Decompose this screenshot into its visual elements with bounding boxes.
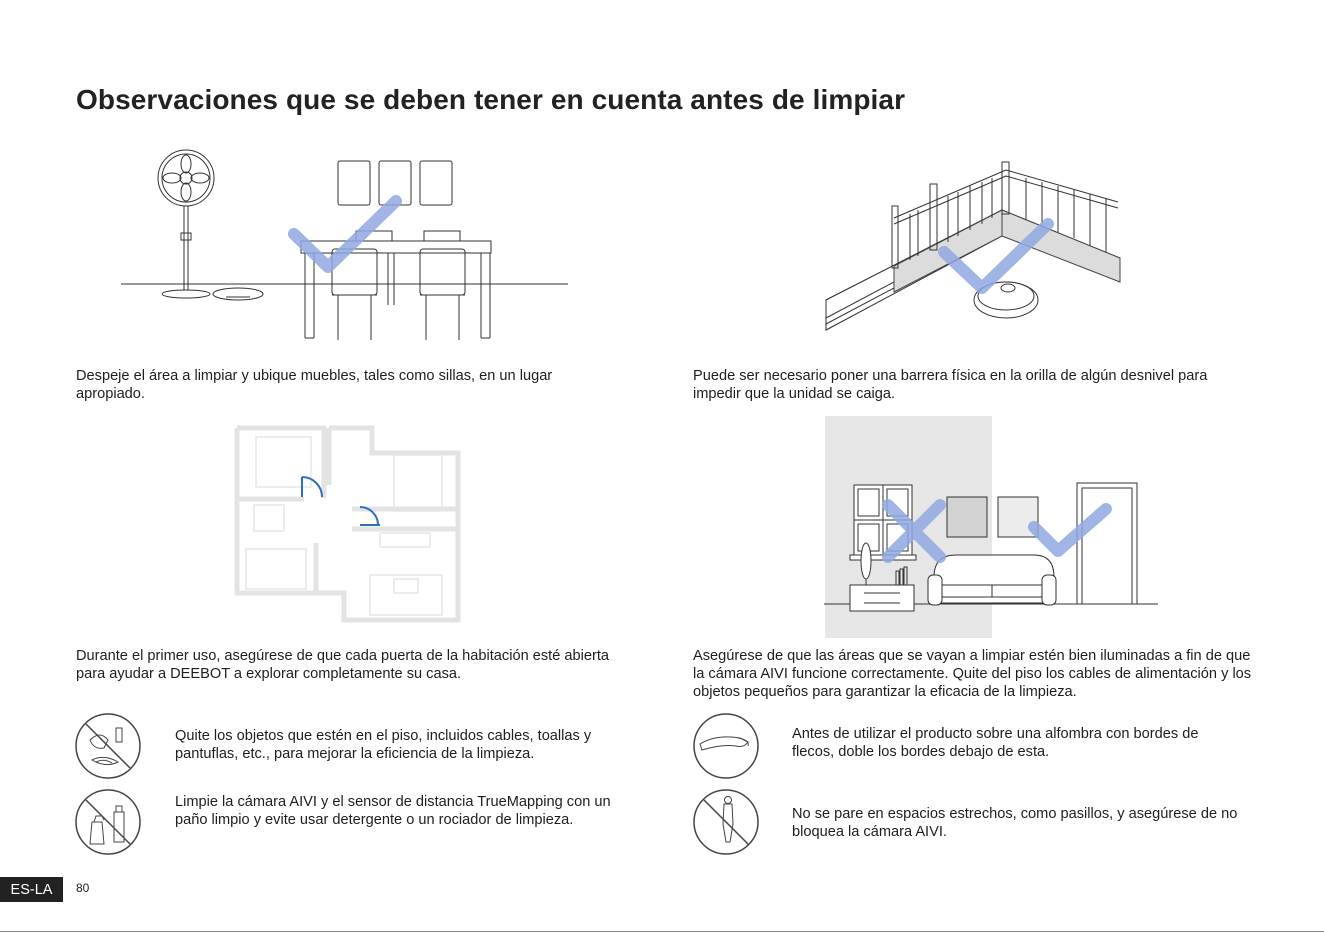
dont-block-tip: No se pare en espacios estrechos, como pasillos, y asegúrese de no bloquea la cámara AIVI. — [792, 806, 1238, 840]
door-icon — [302, 477, 380, 525]
doors-text: Durante el primer uso, asegúrese de que cada puerta de la habitación esté abierta para ayudar a DEEBOT a explorar completamente su casa. — [76, 648, 610, 682]
carpet-fringe-icon — [692, 712, 760, 780]
bottom-divider — [0, 931, 1324, 932]
prohibited-icon-spray — [74, 788, 142, 856]
floor-plan-illustration — [234, 425, 462, 625]
lighting-text: Asegúrese de que las áreas que se vayan a limpiar estén bien iluminadas a fin de que la cámara AIVI funcione correctamente. Quite del piso los cables de alimentación y los objetos pequeños para garantizar la eficacia de la limpieza. — [693, 648, 1252, 700]
carpet-fringe-tip: Antes de utilizar el producto sobre una alfombra con bordes de flecos, doble los bordes debajo de esta. — [792, 726, 1199, 760]
lighting-illustration — [822, 415, 1162, 640]
barrier-text: Puede ser necesario poner una barrera física en la orilla de algún desnivel para impedir que la unidad se caiga. — [693, 368, 1208, 402]
dining-room-illustration — [118, 145, 570, 345]
prohibited-icon-remove-objects — [74, 712, 142, 780]
page-title: Observaciones que se deben tener en cuenta antes de limpiar — [76, 84, 906, 115]
fan-icon — [158, 150, 214, 298]
barrier-illustration — [822, 158, 1122, 338]
language-badge: ES-LA — [0, 877, 63, 902]
page-number: 80 — [76, 881, 90, 895]
clear-area-text: Despeje el área a limpiar y ubique muebles, tales como sillas, en un lugar apropiado. — [76, 368, 553, 402]
robot-vacuum-icon — [213, 288, 263, 300]
check-mark-icon — [294, 201, 396, 267]
remove-objects-tip: Quite los objetos que estén en el piso, incluidos cables, toallas y pantuflas, etc., para mejorar la eficiencia de la limpieza. — [175, 728, 592, 762]
clean-camera-tip: Limpie la cámara AIVI y el sensor de distancia TrueMapping con un paño limpio y evite usar detergente o un rociador de limpieza. — [175, 794, 611, 828]
prohibited-icon-person — [692, 788, 760, 856]
